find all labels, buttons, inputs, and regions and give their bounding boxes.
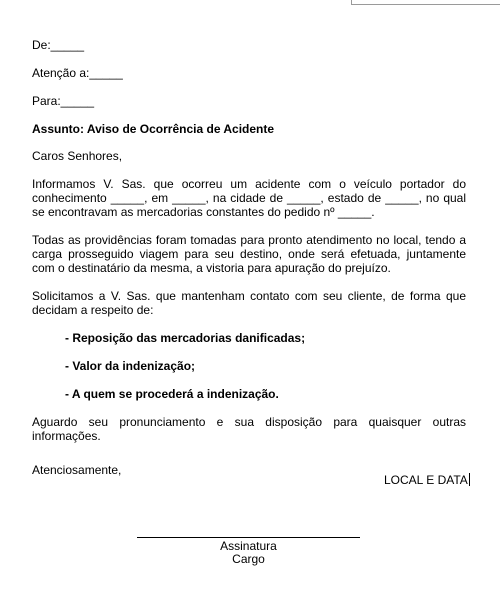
place-date-text: LOCAL E DATA: [384, 473, 468, 487]
place-date[interactable]: [384, 473, 470, 487]
attention-field[interactable]: Atenção a:_____: [32, 66, 123, 80]
to-field[interactable]: Para:_____: [32, 94, 95, 108]
list-item[interactable]: - Valor da indenização;: [65, 359, 196, 373]
paragraph-measures[interactable]: Todas as providências foram tomadas para pronto atendimento no local, tendo a carga prosseguido viagem para seu destino, onde será efetuada, juntamente com o destinatário da mesma, a vistoria para apuração do prejuízo.: [32, 233, 466, 275]
signature-line: [137, 537, 360, 538]
salutation[interactable]: Caros Senhores,: [32, 149, 123, 163]
list-item[interactable]: - A quem se procederá a indenização.: [65, 387, 279, 401]
list-item[interactable]: - Reposição das mercadorias danificadas;: [65, 331, 306, 345]
subject-line[interactable]: Assunto: Aviso de Ocorrência de Acidente: [32, 122, 275, 136]
paragraph-final[interactable]: Aguardo seu pronunciamento e sua disposição para quaisquer outras informações.: [32, 415, 466, 443]
letter-body[interactable]: [32, 38, 466, 477]
signature-label: Assinatura: [220, 539, 277, 553]
paragraph-request[interactable]: Solicitamos a V. Sas. que mantenham contato com seu cliente, de forma que decidam a respeito de:: [32, 289, 466, 317]
request-list: [65, 331, 466, 401]
window-corner-frame: [351, 0, 500, 5]
from-field[interactable]: De:_____: [32, 38, 85, 52]
closing[interactable]: Atenciosamente,: [32, 463, 122, 477]
text-cursor: [469, 473, 470, 486]
signature-block[interactable]: [137, 540, 360, 566]
paragraph-incident[interactable]: Informamos V. Sas. que ocorreu um acidente com o veículo portador do conhecimento _____, em _____, na cidade de _____, estado de _____, no qual se encontravam as mercadorias constantes do pedido nº _____.: [32, 177, 466, 219]
signature-role: Cargo: [232, 552, 265, 566]
